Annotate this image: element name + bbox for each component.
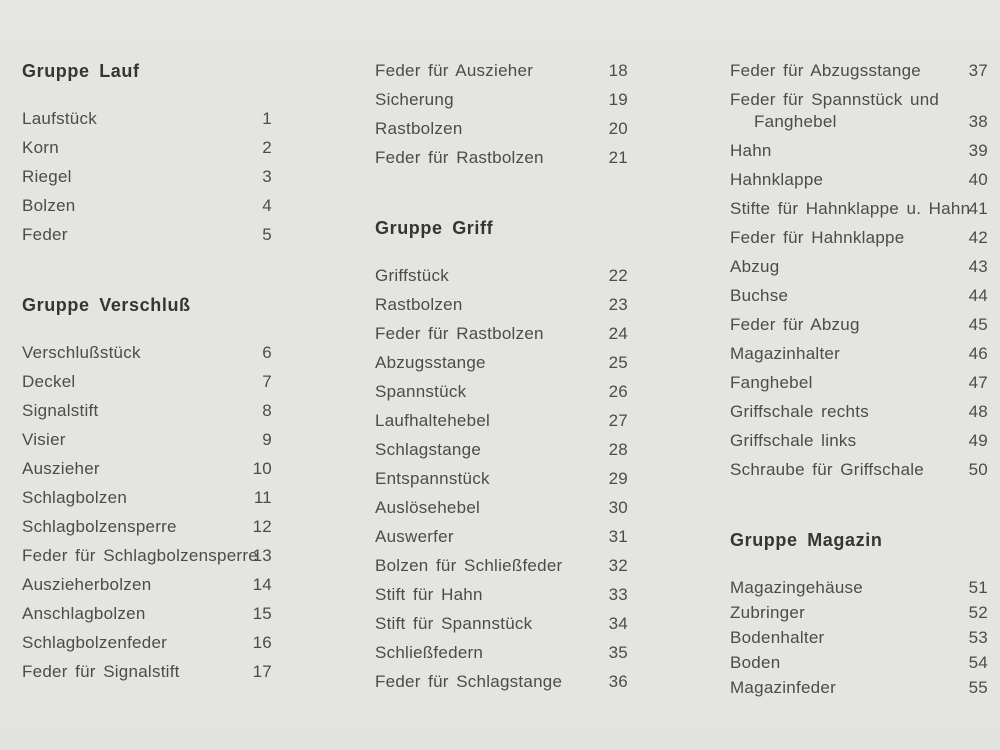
part-name: Feder für Schlagbolzensperre: [22, 546, 258, 565]
part-number: 32: [608, 556, 628, 575]
part-name: Schließfedern: [375, 643, 484, 662]
list-item: [730, 60, 988, 82]
part-name: Abzugsstange: [375, 353, 486, 372]
part-number: 44: [968, 286, 988, 305]
part-name: Schlagbolzenfeder: [22, 633, 168, 652]
list-item: [730, 285, 988, 307]
items-block: [22, 342, 272, 683]
list-item: [730, 577, 988, 599]
part-name: Schlagbolzensperre: [22, 517, 177, 536]
part-number: 9: [262, 430, 272, 449]
list-item: [375, 323, 628, 345]
part-number: 22: [608, 266, 628, 285]
part-number: 1: [262, 109, 272, 128]
part-number: 33: [608, 585, 628, 604]
part-number: 46: [968, 344, 988, 363]
list-item: [22, 108, 272, 130]
part-name: Feder: [22, 225, 68, 244]
part-number: 55: [968, 678, 988, 697]
column-3: [730, 0, 988, 750]
list-item: [730, 314, 988, 336]
list-item: [375, 468, 628, 490]
list-item: [22, 371, 272, 393]
part-name-line: Fanghebel: [754, 112, 837, 131]
part-name: Feder für Abzug: [730, 315, 860, 334]
part-number: 42: [968, 228, 988, 247]
group-heading: Gruppe Griff: [375, 218, 494, 238]
list-item: [22, 545, 272, 567]
part-name: Feder für Hahnklappe: [730, 228, 905, 247]
list-item: [375, 439, 628, 461]
column-1: [22, 0, 272, 750]
list-item: [22, 632, 272, 654]
part-name: Bolzen für Schließfeder: [375, 556, 563, 575]
part-name: Hahnklappe: [730, 170, 824, 189]
list-item: [375, 584, 628, 606]
list-item: [730, 652, 988, 674]
part-name: Stift für Hahn: [375, 585, 483, 604]
part-name: Feder für Signalstift: [22, 662, 180, 681]
part-name: Stifte für Hahnklappe u. Hahn: [730, 199, 971, 218]
part-name: Auswerfer: [375, 527, 454, 546]
part-name: Magazinhalter: [730, 344, 841, 363]
part-number: 34: [608, 614, 628, 633]
part-number: 40: [968, 170, 988, 189]
part-number: 2: [262, 138, 272, 157]
part-name: Spannstück: [375, 382, 467, 401]
part-number: 27: [608, 411, 628, 430]
part-number: 26: [608, 382, 628, 401]
list-item: [22, 166, 272, 188]
list-item: [22, 603, 272, 625]
column-2: [375, 0, 628, 750]
list-item: [22, 224, 272, 246]
list-item: [22, 487, 272, 509]
part-name: Anschlagbolzen: [22, 604, 146, 623]
part-name: Schlagbolzen: [22, 488, 128, 507]
list-item: [730, 89, 988, 133]
part-name: Griffschale rechts: [730, 402, 869, 421]
part-number: 10: [252, 459, 272, 478]
part-number: 12: [252, 517, 272, 536]
part-number: 17: [252, 662, 272, 681]
part-number: 38: [968, 112, 988, 131]
items-block: [730, 577, 988, 699]
part-number: 6: [262, 343, 272, 362]
items-block: [730, 60, 988, 481]
part-name: Feder für Rastbolzen: [375, 324, 544, 343]
list-item: [22, 400, 272, 422]
part-number: 53: [968, 628, 988, 647]
list-item: [375, 118, 628, 140]
part-name: Feder für Abzugsstange: [730, 61, 922, 80]
items-block: [375, 265, 628, 693]
list-item: [375, 89, 628, 111]
list-item: [375, 60, 628, 82]
list-item: [375, 410, 628, 432]
part-name: Auslösehebel: [375, 498, 481, 517]
list-item: [375, 294, 628, 316]
list-item: [730, 169, 988, 191]
list-item: [22, 516, 272, 538]
list-item: [730, 602, 988, 624]
part-name: Rastbolzen: [375, 119, 463, 138]
list-item: [22, 574, 272, 596]
part-number: 51: [968, 578, 988, 597]
part-name: Magazingehäuse: [730, 578, 863, 597]
part-name: Laufstück: [22, 109, 98, 128]
part-number: 11: [253, 488, 272, 507]
part-number: 41: [968, 199, 988, 218]
part-number: 16: [252, 633, 272, 652]
list-item: [730, 677, 988, 699]
part-number: 54: [968, 653, 988, 672]
part-number: 48: [968, 402, 988, 421]
part-name: Griffstück: [375, 266, 449, 285]
part-name: Auszieherbolzen: [22, 575, 152, 594]
part-name: Feder für Auszieher: [375, 61, 534, 80]
part-number: 43: [968, 257, 988, 276]
part-number: 15: [252, 604, 272, 623]
part-number: 47: [968, 373, 988, 392]
list-item: [730, 140, 988, 162]
part-number: 49: [968, 431, 988, 450]
part-name: Entspannstück: [375, 469, 490, 488]
group-heading: Gruppe Magazin: [730, 530, 883, 550]
list-item: [730, 343, 988, 365]
part-number: 36: [608, 672, 628, 691]
part-number: 35: [608, 643, 628, 662]
part-name: Schraube für Griffschale: [730, 460, 924, 479]
part-name-line: Feder für Spannstück und: [730, 90, 940, 109]
list-item: [730, 227, 988, 249]
part-name: Zubringer: [730, 603, 806, 622]
part-name: Feder für Schlagstange: [375, 672, 563, 691]
part-name: Abzug: [730, 257, 780, 276]
list-item: [375, 555, 628, 577]
part-number: 20: [608, 119, 628, 138]
part-number: 5: [262, 225, 272, 244]
list-item: [375, 147, 628, 169]
list-item: [375, 497, 628, 519]
part-number: 31: [608, 527, 628, 546]
list-item: [375, 352, 628, 374]
part-name: Boden: [730, 653, 781, 672]
part-number: 7: [262, 372, 272, 391]
part-number: 21: [608, 148, 628, 167]
list-item: [22, 342, 272, 364]
part-name: Schlagstange: [375, 440, 482, 459]
part-name: Deckel: [22, 372, 76, 391]
part-name: Fanghebel: [730, 373, 813, 392]
part-name: Hahn: [730, 141, 772, 160]
group-heading: Gruppe Lauf: [22, 61, 140, 81]
list-item: [375, 381, 628, 403]
list-item: [375, 265, 628, 287]
part-number: 8: [262, 401, 272, 420]
part-number: 39: [968, 141, 988, 160]
list-item: [22, 195, 272, 217]
part-name: Verschlußstück: [22, 343, 141, 362]
list-item: [22, 458, 272, 480]
list-item: [730, 256, 988, 278]
part-name: Feder für Rastbolzen: [375, 148, 544, 167]
part-number: 37: [968, 61, 988, 80]
list-item: [375, 671, 628, 693]
part-name: Signalstift: [22, 401, 99, 420]
list-item: [375, 642, 628, 664]
group-heading: Gruppe Verschluß: [22, 295, 191, 315]
part-name: Laufhaltehebel: [375, 411, 491, 430]
list-item: [730, 627, 988, 649]
items-block: [22, 108, 272, 246]
list-item: [375, 526, 628, 548]
part-name: Rastbolzen: [375, 295, 463, 314]
part-number: 28: [608, 440, 628, 459]
list-item: [730, 198, 988, 220]
list-item: [22, 137, 272, 159]
part-number: 23: [608, 295, 628, 314]
part-number: 4: [262, 196, 272, 215]
list-item: [730, 372, 988, 394]
part-number: 3: [262, 167, 272, 186]
part-number: 45: [968, 315, 988, 334]
list-item: [375, 613, 628, 635]
part-number: 50: [968, 460, 988, 479]
part-number: 14: [252, 575, 272, 594]
part-name: Riegel: [22, 167, 72, 186]
part-name: Auszieher: [22, 459, 100, 478]
part-name: Bolzen: [22, 196, 76, 215]
part-number: 18: [608, 61, 628, 80]
part-number: 13: [252, 546, 272, 565]
part-name: Griffschale links: [730, 431, 857, 450]
list-item: [730, 401, 988, 423]
part-number: 19: [608, 90, 628, 109]
part-number: 30: [608, 498, 628, 517]
part-number: 29: [608, 469, 628, 488]
part-name: Korn: [22, 138, 59, 157]
part-name: Buchse: [730, 286, 789, 305]
part-number: 52: [968, 603, 988, 622]
list-item: [22, 661, 272, 683]
part-name: Bodenhalter: [730, 628, 825, 647]
part-number: 24: [608, 324, 628, 343]
part-name: Stift für Spannstück: [375, 614, 533, 633]
part-name: [730, 89, 988, 133]
part-number: 25: [608, 353, 628, 372]
list-item: [730, 430, 988, 452]
items-block: [375, 60, 628, 169]
part-name: Sicherung: [375, 90, 454, 109]
part-name: Visier: [22, 430, 66, 449]
list-item: [730, 459, 988, 481]
part-name: Magazinfeder: [730, 678, 837, 697]
list-item: [22, 429, 272, 451]
